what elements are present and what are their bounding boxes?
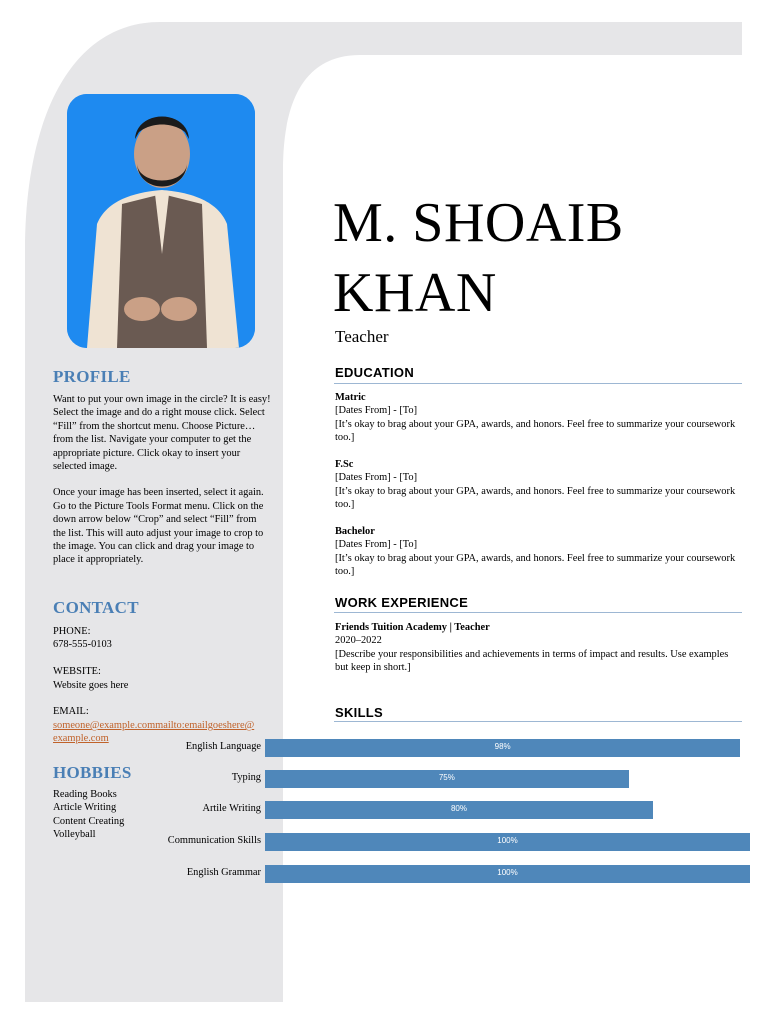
skill-percent: 80% [450, 804, 467, 813]
skill-bar [265, 770, 629, 788]
degree-description: [It’s okay to brag about your GPA, awards, and honors. Feel free to summarize your coursework too.] [335, 552, 736, 578]
skill-percent: 75% [438, 773, 455, 782]
degree-dates: [Dates From] - [To] [335, 405, 418, 417]
work-divider [334, 612, 742, 613]
skills-divider [334, 721, 742, 722]
skill-bar [265, 865, 750, 883]
skill-label: English Grammar [186, 867, 261, 878]
hobby-item: Reading Books [53, 789, 117, 800]
degree-name: F.Sc [335, 459, 354, 470]
skill-row [0, 865, 768, 883]
email-label: EMAIL: [53, 706, 89, 717]
website-label: WEBSITE: [53, 666, 101, 677]
skill-row [0, 833, 768, 851]
work-heading: WORK EXPERIENCE [335, 595, 469, 610]
hobby-item: Article Writing [53, 802, 117, 813]
job-title: Teacher [335, 327, 389, 346]
education-entry [335, 391, 740, 445]
skill-percent: 98% [494, 742, 511, 751]
degree-name: Bachelor [335, 526, 375, 537]
phone-label: PHONE: [53, 626, 91, 637]
hobbies-heading: HOBBIES [53, 763, 132, 782]
skill-bar [265, 739, 740, 757]
skills-heading: SKILLS [335, 705, 384, 720]
work-role: Friends Tuition Academy | Teacher [335, 622, 490, 633]
contact-heading: CONTACT [53, 598, 139, 617]
degree-dates: [Dates From] - [To] [335, 472, 418, 484]
skill-label: Typing [231, 772, 261, 783]
profile-paragraph-1: Want to put your own image in the circle? It is easy! Select the image and do a right mouse click. Select “Fill” from the shortcut menu. Choose Picture… from the list. Navigate your computer to get the appropriate picture. Click okay to insert your selected image. [53, 394, 271, 473]
education-entry [335, 525, 740, 579]
skill-bar [265, 801, 653, 819]
degree-dates: [Dates From] - [To] [335, 539, 418, 551]
education-entry [335, 458, 740, 512]
profile-text [53, 393, 271, 567]
hobby-item: Content Creating [53, 816, 125, 827]
skill-percent: 100% [497, 836, 518, 845]
skill-label: English Language [185, 741, 261, 752]
work-dates: 2020–2022 [335, 635, 382, 647]
skills-chart [0, 736, 768, 896]
profile-photo [67, 94, 255, 348]
work-description: [Describe your responsibilities and achievements in terms of impact and results. Use examples but keep in short.] [335, 648, 729, 674]
skill-label: Artile Writing [202, 803, 261, 814]
work-entry [335, 621, 740, 675]
phone-value: 678-555-0103 [53, 639, 112, 650]
email-link-line-2[interactable]: example.com [53, 733, 109, 744]
person-photo-icon [67, 94, 255, 348]
profile-paragraph-2: Once your image has been inserted, select it again. Go to the Picture Tools Format menu. Click on the down arrow below “Crop” and select “Fill” from the list. This will auto adjust your image to crop to the image. You can click and drag your image to place it appropriately. [53, 487, 264, 566]
skill-row [0, 739, 768, 757]
degree-name: Matric [335, 392, 366, 403]
email-link-line-1[interactable]: someone@example.commailto:emailgoeshere@ [53, 720, 255, 731]
degree-description: [It’s okay to brag about your GPA, awards, and honors. Feel free to summarize your coursework too.] [335, 485, 736, 511]
skill-row [0, 801, 768, 819]
full-name [333, 188, 624, 328]
skill-label: Communication Skills [167, 835, 261, 846]
hobby-item: Volleyball [53, 829, 96, 840]
profile-heading: PROFILE [53, 367, 131, 386]
skill-percent: 100% [497, 868, 518, 877]
education-divider [334, 383, 742, 384]
degree-description: [It’s okay to brag about your GPA, awards, and honors. Feel free to summarize your coursework too.] [335, 418, 736, 444]
website-value: Website goes here [53, 680, 129, 691]
education-heading: EDUCATION [335, 365, 415, 380]
skill-bar [265, 833, 750, 851]
name-line-1: M. SHOAIB [333, 192, 624, 254]
name-line-2: KHAN [333, 262, 497, 324]
skill-row [0, 770, 768, 788]
